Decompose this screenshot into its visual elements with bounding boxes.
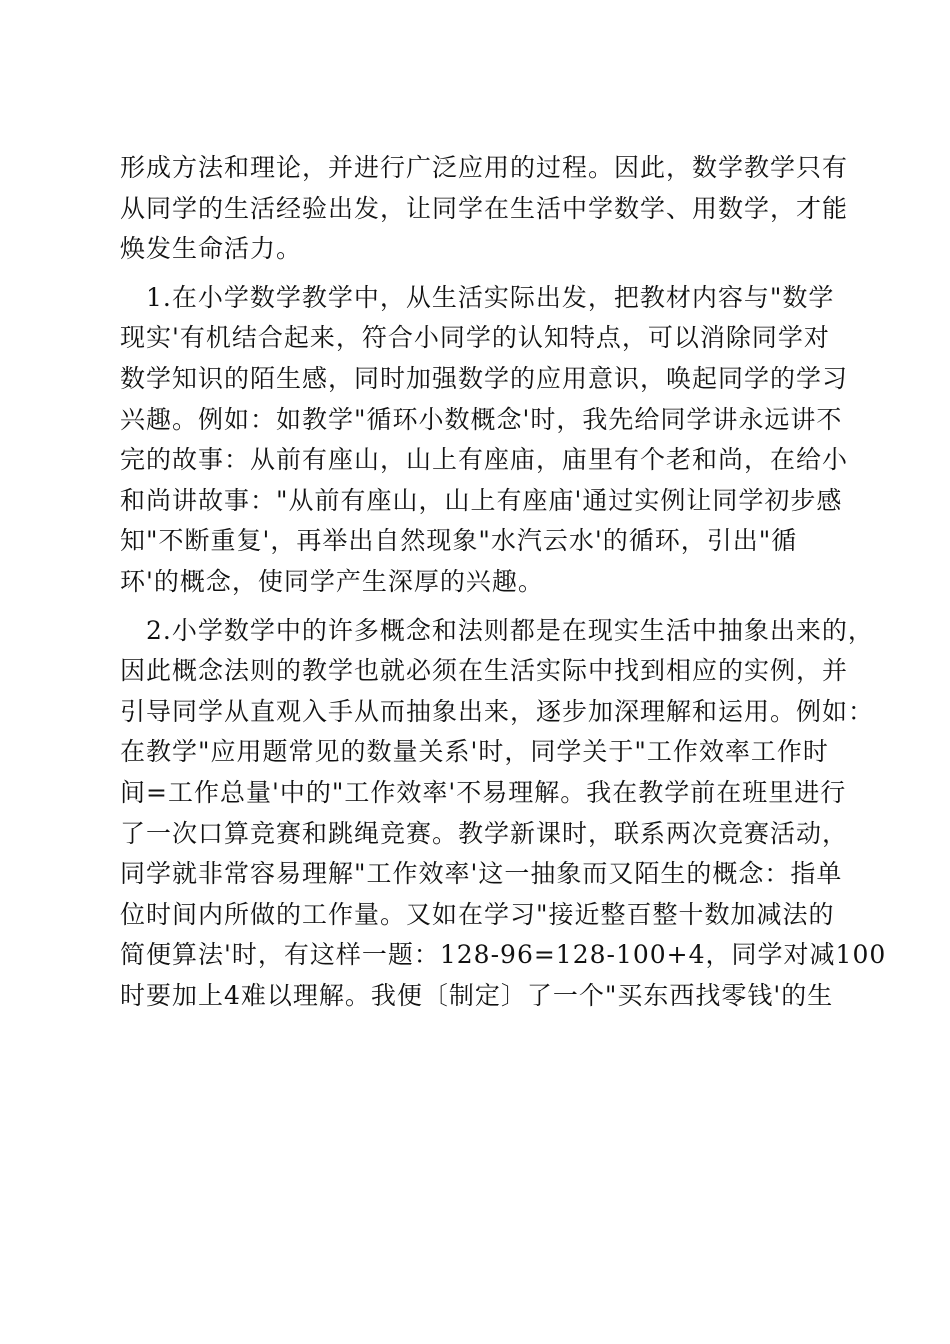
text-line: 简便算法'时，有这样一题：128-96=128-100+4，同学对减100: [120, 940, 887, 970]
text-line: 时要加上4难以理解。我便〔制定〕了一个"买东西找零钱'的生: [120, 980, 834, 1010]
paragraph-gap: [120, 603, 832, 611]
paragraph: [120, 278, 849, 603]
text-line: 焕发生命活力。: [120, 234, 303, 264]
text-line: 同学就非常容易理解"工作效率'这一抽象而又陌生的概念：指单: [120, 859, 843, 889]
text-line: 完的故事：从前有座山，山上有座庙，庙里有个老和尚，在给小: [120, 445, 849, 475]
text-line: 在教学"应用题常见的数量关系'时，同学关于"工作效率工作时: [120, 737, 829, 767]
document-body: [120, 148, 887, 1016]
text-line: 和尚讲故事："从前有座山，山上有座庙'通过实例让同学初步感: [120, 485, 843, 515]
paragraph: [120, 148, 849, 270]
text-line: 知"不断重复'，再举出自然现象"水汽云水'的循环，引出"循: [120, 526, 798, 556]
text-line: 形成方法和理论，并进行广泛应用的过程。因此，数学教学只有: [120, 153, 849, 182]
text-line: 环'的概念，使同学产生深厚的兴趣。: [120, 566, 544, 596]
paragraph-gap: [120, 270, 832, 278]
text-line: 兴趣。例如：如教学"循环小数概念'时，我先给同学讲永远讲不: [120, 404, 843, 434]
text-line: 了一次口算竞赛和跳绳竞赛。教学新课时，联系两次竞赛活动，: [120, 818, 849, 848]
text-line: 数学知识的陌生感，同时加强数学的应用意识，唤起同学的学习: [120, 363, 849, 393]
paragraph: [120, 611, 887, 1017]
text-line: 现实'有机结合起来，符合小同学的认知特点，可以消除同学对: [120, 323, 830, 353]
text-line: 因此概念法则的教学也就必须在生活实际中找到相应的实例，并: [120, 656, 849, 686]
text-line: 引导同学从直观入手从而抽象出来，逐步加深理解和运用。例如：: [120, 696, 875, 726]
text-line: 位时间内所做的工作量。又如在学习"接近整百整十数加减法的: [120, 899, 835, 929]
text-line: 从同学的生活经验出发，让同学在生活中学数学、用数学，才能: [120, 193, 849, 223]
text-line: 间=工作总量'中的"工作效率'不易理解。我在教学前在班里进行: [120, 777, 847, 807]
text-line: 1.在小学数学教学中，从生活实际出发，把教材内容与"数学: [146, 282, 835, 312]
text-line: 2.小学数学中的许多概念和法则都是在现实生活中抽象出来的，: [146, 615, 874, 645]
